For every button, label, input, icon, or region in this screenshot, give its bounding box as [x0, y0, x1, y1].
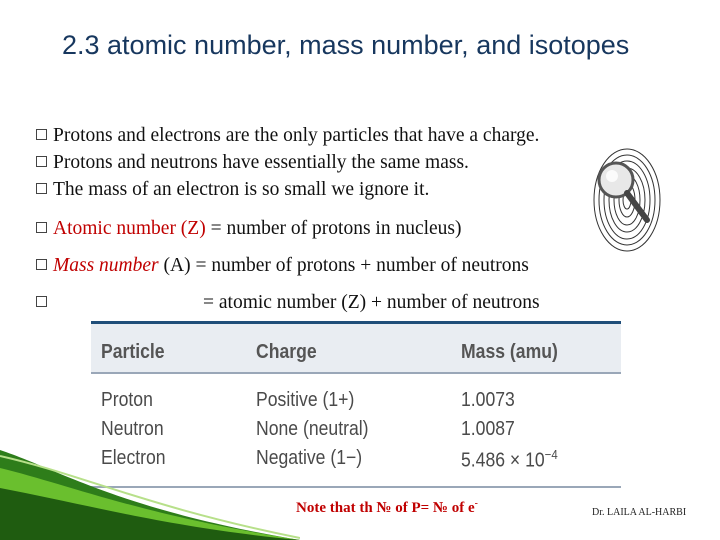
author-signature: Dr. LAILA AL-HARBI — [592, 507, 687, 518]
cell-charge: Negative (1−) — [256, 447, 363, 469]
bullet-text: (A) = number of protons + number of neutrons — [158, 255, 529, 276]
bullet-text: = atomic number (Z) + number of neutrons — [203, 292, 540, 313]
bullet-text: Protons and electrons are the only particles that have a charge. — [53, 125, 540, 146]
bullet-2 — [36, 152, 469, 174]
cell-mass — [461, 447, 558, 473]
header-charge: Charge — [256, 341, 317, 363]
cell-particle: Neutron — [101, 418, 164, 440]
green-wave-decoration — [0, 450, 300, 540]
bullet-box-icon — [36, 183, 47, 194]
slide-title: 2.3 atomic number, mass number, and isotopes — [62, 30, 630, 60]
mass-mantissa: 5.486 × 10 — [461, 449, 545, 472]
bullet-formula — [36, 292, 540, 314]
cell-mass: 1.0073 — [461, 389, 515, 411]
term-atomic-number: Atomic number (Z) — [53, 218, 206, 239]
bullet-box-icon — [36, 296, 47, 307]
fingerprint-magnifier-icon — [592, 146, 662, 254]
note-superscript: - — [474, 498, 478, 509]
bullet-1 — [36, 125, 539, 147]
table-header — [91, 324, 621, 374]
note-text — [296, 498, 478, 517]
bullet-3 — [36, 179, 429, 201]
cell-mass: 1.0087 — [461, 418, 515, 440]
bullet-box-icon — [36, 222, 47, 233]
note-main: Note that th № of P= № of e — [296, 500, 475, 516]
header-particle: Particle — [101, 341, 165, 363]
bullet-text: Protons and neutrons have essentially the same mass. — [53, 152, 469, 173]
bullet-box-icon — [36, 129, 47, 140]
bullet-box-icon — [36, 259, 47, 270]
bullet-text: = number of protons in nucleus) — [205, 218, 462, 239]
header-mass: Mass (amu) — [461, 341, 558, 363]
cell-particle: Proton — [101, 389, 153, 411]
cell-charge: None (neutral) — [256, 418, 369, 440]
bullet-box-icon — [36, 156, 47, 167]
cell-charge: Positive (1+) — [256, 389, 355, 411]
mass-exponent: −4 — [544, 447, 558, 462]
bullet-text: The mass of an electron is so small we ignore it. — [53, 179, 430, 200]
bullet-atomic-number — [36, 218, 462, 240]
bullet-mass-number — [36, 255, 529, 277]
term-mass-number: Mass number — [53, 255, 159, 276]
cell-particle: Electron — [101, 447, 166, 469]
